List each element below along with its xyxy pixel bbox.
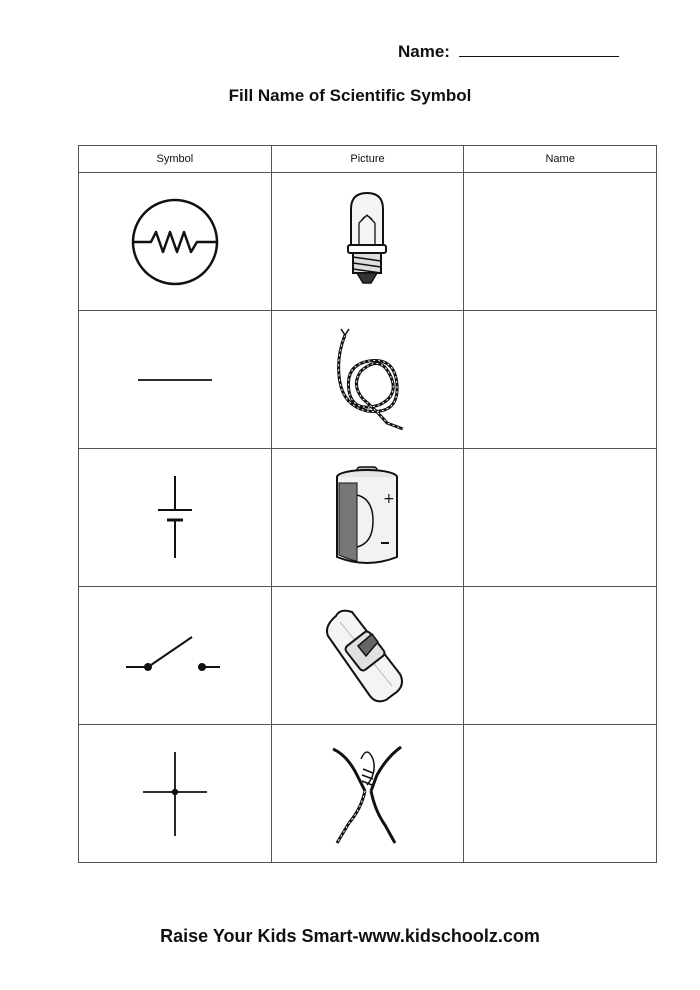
toggle-switch-icon: [322, 606, 412, 706]
name-label: Name:: [398, 42, 450, 61]
symbol-cell: [79, 173, 272, 311]
name-blank-line[interactable]: [459, 40, 619, 57]
table-row: [79, 173, 657, 311]
name-answer-cell[interactable]: [464, 311, 657, 449]
resistor-circle-symbol-icon: [125, 192, 225, 292]
picture-cell: [271, 725, 464, 863]
table-row: [79, 449, 657, 587]
svg-text:+: +: [383, 490, 396, 507]
twisted-wires-icon: [327, 739, 407, 849]
column-header-name: Name: [464, 146, 657, 173]
picture-cell: [271, 173, 464, 311]
cell-symbol-icon: [150, 468, 200, 568]
name-answer-cell[interactable]: [464, 587, 657, 725]
column-header-picture: Picture: [271, 146, 464, 173]
open-switch-symbol-icon: [120, 631, 230, 681]
table-row: [79, 311, 657, 449]
picture-cell: [271, 587, 464, 725]
symbol-table: [78, 145, 657, 863]
table-row: [79, 725, 657, 863]
name-answer-cell[interactable]: [464, 725, 657, 863]
symbol-cell: [79, 449, 272, 587]
picture-cell: [271, 311, 464, 449]
table-row: [79, 587, 657, 725]
page-title: Fill Name of Scientific Symbol: [228, 86, 472, 105]
symbol-cell: [79, 311, 272, 449]
coiled-wire-icon: [317, 325, 417, 435]
battery-cell-icon: [327, 463, 407, 573]
symbol-cell: [79, 725, 272, 863]
column-header-symbol: Symbol: [79, 146, 272, 173]
symbol-cell: [79, 587, 272, 725]
student-name-field: [398, 40, 619, 62]
footer-tagline: Raise Your Kids Smart-www.kidschoolz.com: [160, 926, 540, 946]
table-header-row: [79, 146, 657, 173]
name-answer-cell[interactable]: [464, 449, 657, 587]
light-bulb-icon: [337, 187, 397, 297]
name-answer-cell[interactable]: [464, 173, 657, 311]
joined-wires-symbol-icon: [135, 746, 215, 842]
picture-cell: [271, 449, 464, 587]
wire-line-symbol-icon: [130, 370, 220, 390]
